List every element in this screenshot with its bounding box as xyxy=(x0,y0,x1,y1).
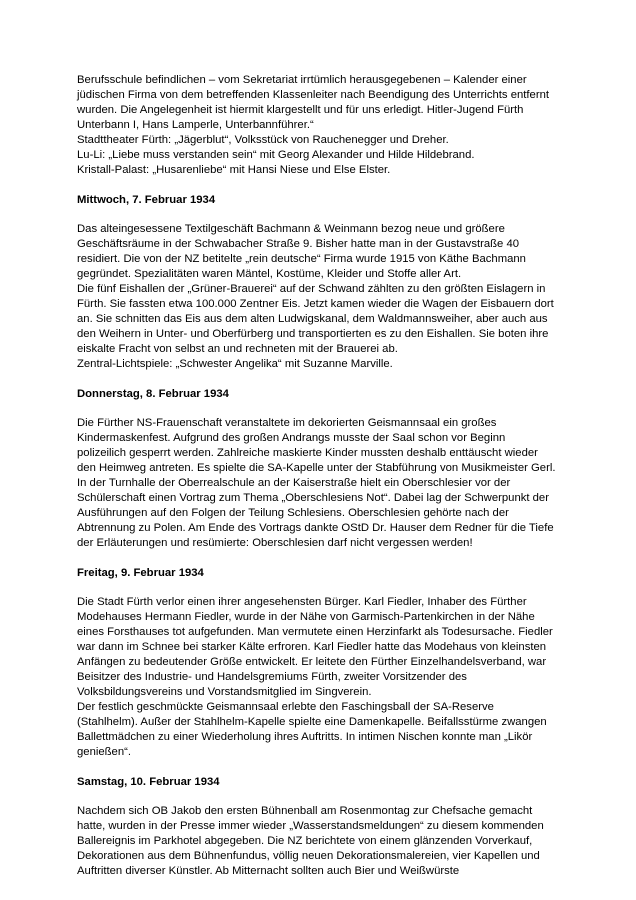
section-paragraph: Nachdem sich OB Jakob den ersten Bühnenball am Rosenmontag zur Chefsache gemacht hatte, wurden in der Presse immer wieder „Wasserstandsmeldungen“ zu diesem kommenden Ballereignis im Parkhotel abgegeben. Die NZ berichtete von einem glänzenden Vorverkauf, Dekorationen aus dem Bühnenfundus, völlig neuen Dekorationsmalereien, vier Kapellen und Auftritten diverser Künstler. Ab Mitternacht sollten auch Bier und Weißwürste xyxy=(77,805,544,877)
section-heading: Donnerstag, 8. Februar 1934 xyxy=(77,388,229,400)
section-paragraph: Die fünf Eishallen der „Grüner-Brauerei“ auf der Schwand zählten zu den größten Eislagern in Fürth. Sie fassten etwa 100.000 Zentner Eis. Jetzt kamen wieder die Wagen der Eisbauern dort an. Sie schnitten das Eis aus dem alten Ludwigskanal, dem Waldmannsweiher, aber auch aus den Weihern in Unter- und Oberfürberg und transportierten es zu den Eishallen. Sie boten ihre eiskalte Fracht von selbst an und rechneten mit der Brauerei ab. xyxy=(77,283,554,355)
document-body xyxy=(77,73,557,879)
spacer xyxy=(77,581,557,595)
section-paragraph: Das alteingesessene Textilgeschäft Bachmann & Weinmann bezog neue und größere Geschäftsräume in der Schwabacher Straße 9. Bisher hatte man in der Gustavstraße 40 residiert. Die von der NZ betitelte „rein deutsche“ Firma wurde 1915 von Käthe Bachmann gegründet. Spezialitäten waren Mäntel, Kostüme, Kleider und Stoffe aller Art. xyxy=(77,223,526,280)
spacer xyxy=(77,760,557,775)
section-paragraph: Zentral-Lichtspiele: „Schwester Angelika“ mit Suzanne Marville. xyxy=(77,358,393,370)
section-heading: Freitag, 9. Februar 1934 xyxy=(77,567,204,579)
spacer xyxy=(77,551,557,566)
intro-paragraph: Kristall-Palast: „Husarenliebe“ mit Hansi Niese und Else Elster. xyxy=(77,164,391,176)
spacer xyxy=(77,790,557,804)
spacer xyxy=(77,372,557,387)
spacer xyxy=(77,402,557,416)
intro-paragraph: Stadttheater Fürth: „Jägerblut“, Volksstück von Rauchenegger und Dreher. xyxy=(77,134,449,146)
spacer xyxy=(77,178,557,193)
section-paragraph: Die Stadt Fürth verlor einen ihrer angesehensten Bürger. Karl Fiedler, Inhaber des Fürther Modehauses Hermann Fiedler, wurde in der Nähe von Garmisch-Partenkirchen in der Nähe eines Forsthauses tot aufgefunden. Man vermutete einen Herzinfarkt als Todesursache. Fiedler war dann im Schnee bei starker Kälte erfroren. Karl Fiedler hatte das Modehaus von kleinsten Anfängen zu bedeutender Größe entwickelt. Er leitete den Fürther Einzelhandelsverband, war Beisitzer des Industrie- und Handelsgremiums Fürth, zweiter Vorsitzender des Volksbildungsvereins und Vorstandsmitglied im Singverein. xyxy=(77,596,553,698)
intro-paragraph: Lu-Li: „Liebe muss verstanden sein“ mit Georg Alexander und Hilde Hildebrand. xyxy=(77,149,475,161)
section-paragraph: Die Fürther NS-Frauenschaft veranstaltete im dekorierten Geismannsaal ein großes Kindermaskenfest. Aufgrund des großen Andrangs musste der Saal schon vor Beginn polizeilich gesperrt werden. Zahlreiche maskierte Kinder mussten deshalb enttäuscht wieder den Heimweg antreten. Es spielte die SA-Kapelle unter der Stabführung von Musikmeister Gerl. xyxy=(77,417,556,474)
spacer xyxy=(77,208,557,222)
section-heading: Mittwoch, 7. Februar 1934 xyxy=(77,194,216,206)
section-paragraph: In der Turnhalle der Oberrealschule an der Kaiserstraße hielt ein Oberschlesier vor der Schülerschaft einen Vortrag zum Thema „Oberschlesiens Not“. Dabei lag der Schwerpunkt der Ausführungen auf den Folgen der Teilung Schlesiens. Oberschlesien gehörte nach der Abtrennung zu Polen. Am Ende des Vortrags dankte OStD Dr. Hauser dem Redner für die Tiefe der Erläuterungen und resümierte: Oberschlesien darf nicht vergessen werden! xyxy=(77,477,554,549)
section-paragraph: Der festlich geschmückte Geismannsaal erlebte den Faschingsball der SA-Reserve (Stahlhelm). Außer der Stahlhelm-Kapelle spielte eine Damenkapelle. Beifallsstürme zwangen Ballettmädchen zu einer Wiederholung ihres Auftritts. In intimen Nischen konnte man „Likör genießen“. xyxy=(77,701,547,758)
section-heading: Samstag, 10. Februar 1934 xyxy=(77,776,220,788)
intro-paragraph: Berufsschule befindlichen – vom Sekretariat irrtümlich herausgegebenen – Kalender einer jüdischen Firma von dem betreffenden Klassenleiter nach Beendigung des Unterrichts entfernt wurden. Die Angelegenheit ist hiermit klargestellt und für uns erledigt. Hitler-Jugend Fürth Unterbann I, Hans Lamperle, Unterbannführer.“ xyxy=(77,74,550,131)
